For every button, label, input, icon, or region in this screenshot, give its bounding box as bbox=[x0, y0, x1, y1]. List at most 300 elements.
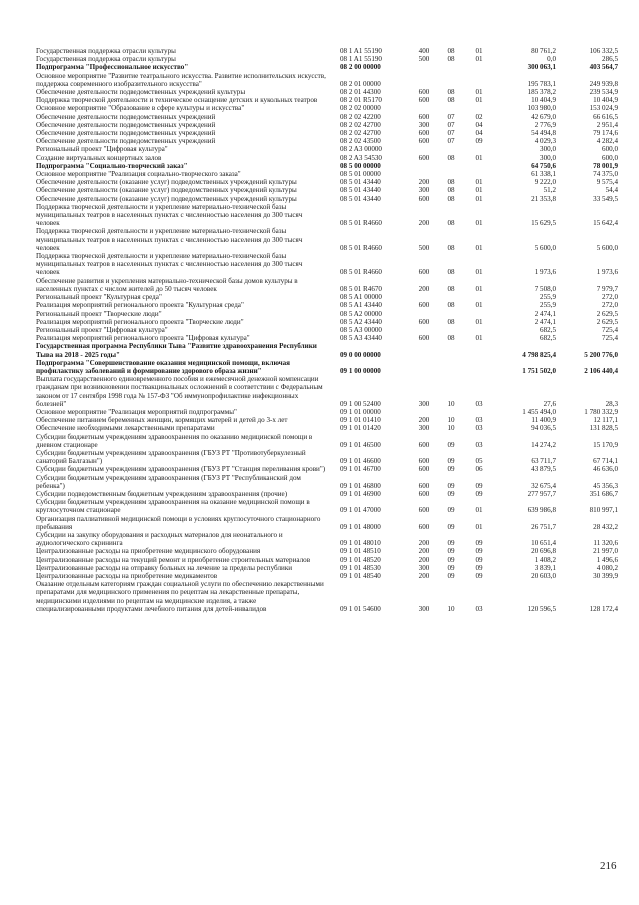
row-value-year2: 725,4 bbox=[602, 325, 618, 334]
table-row bbox=[36, 490, 618, 498]
row-name: Оказание отдельным категориям граждан социальной услуги по обеспечению лекарственными препаратами для медицинского применения по рецептам на лекарственные препараты, медицинскими изделиями по рецептам на медицинские изделия, а также специализированными продуктами лечебного питания для детей-инвалидов bbox=[36, 580, 324, 613]
row-name: Поддержка творческой деятельности и укрепление материально-технической базы муниципальных театров в населенных пунктах с численностью населения до 300 тысяч человек bbox=[36, 227, 303, 252]
row-name: Региональный проект "Цифровая культура" bbox=[36, 145, 168, 154]
row-subsection: 09 bbox=[475, 563, 483, 572]
row-value-year1: 61 338,1 bbox=[531, 170, 556, 179]
row-section: 08 bbox=[447, 268, 455, 277]
row-section: 08 bbox=[447, 219, 455, 228]
row-code: 09 1 01 48520 bbox=[340, 555, 381, 564]
table-row bbox=[36, 252, 618, 277]
row-value-year1: 195 783,1 bbox=[527, 79, 556, 88]
row-value-year1: 255,9 bbox=[540, 301, 556, 310]
row-value-year1: 27,6 bbox=[543, 399, 556, 408]
row-section: 08 bbox=[447, 317, 455, 326]
table-row bbox=[36, 55, 618, 63]
row-value-year1: 4 029,3 bbox=[534, 137, 556, 146]
row-section bbox=[438, 359, 464, 375]
row-value-year2: 131 828,5 bbox=[589, 424, 618, 433]
row-name: Централизованные расходы на приобретение медицинского оборудования bbox=[36, 547, 261, 556]
table-row bbox=[36, 465, 618, 473]
row-value-year2: 2 106 440,4 bbox=[584, 366, 618, 375]
row-expense-type bbox=[410, 170, 438, 178]
table-row bbox=[36, 186, 618, 194]
row-name: Централизованные расходы на текущий ремонт и приобретение строительных материалов bbox=[36, 555, 311, 564]
row-value-year2: 9 575,4 bbox=[596, 178, 618, 187]
row-name: Поддержка творческой деятельности и техническое оснащение детских и кукольных театров bbox=[36, 96, 318, 105]
row-code: 09 1 01 48540 bbox=[340, 572, 381, 580]
table-row bbox=[36, 129, 618, 137]
row-subsection: 01 bbox=[475, 55, 483, 64]
row-code: 08 2 02 00000 bbox=[340, 104, 381, 113]
row-name: Обеспечение необходимыми лекарственными препаратами bbox=[36, 424, 215, 433]
table-row bbox=[36, 88, 618, 96]
row-value-year1: 300,0 bbox=[540, 145, 556, 154]
table-row bbox=[36, 310, 618, 318]
row-expense-type: 200 bbox=[418, 284, 430, 293]
table-row bbox=[36, 515, 618, 531]
row-expense-type: 300 bbox=[418, 399, 430, 408]
row-section: 07 bbox=[447, 112, 455, 121]
table-row bbox=[36, 326, 618, 334]
row-name: Субсидии на закупку оборудования и расходных материалов для неонатального и аудиологического скрининга bbox=[36, 530, 283, 548]
row-value-year1: 7 508,0 bbox=[534, 284, 556, 293]
row-section bbox=[438, 293, 464, 301]
row-section: 10 bbox=[447, 424, 455, 433]
row-name: Организация паллиативной медицинской помощи в условиях круглосуточного стационарного пребывания bbox=[36, 514, 321, 531]
row-subsection bbox=[464, 145, 494, 153]
table-row bbox=[36, 580, 618, 613]
row-value-year1: 120 596,5 bbox=[527, 604, 556, 613]
row-section bbox=[438, 104, 464, 112]
row-name: Реализация мероприятий регионального проекта "Культурная среда" bbox=[36, 301, 244, 310]
row-name: Основное мероприятие "Реализация социально-творческого заказа" bbox=[36, 170, 241, 179]
row-subsection: 03 bbox=[475, 399, 483, 408]
row-expense-type: 300 bbox=[418, 563, 430, 572]
table-row bbox=[36, 137, 618, 145]
row-section: 08 bbox=[447, 186, 455, 195]
row-section: 08 bbox=[447, 88, 455, 97]
row-value-year2: 54,4 bbox=[605, 186, 618, 195]
row-value-year2: 239 534,9 bbox=[589, 88, 618, 97]
table-row bbox=[36, 474, 618, 490]
row-value-year1: 64 750,6 bbox=[531, 161, 556, 170]
row-expense-type bbox=[410, 293, 438, 301]
row-name: Основное мероприятие "Реализация мероприятий подпрограммы" bbox=[36, 407, 237, 416]
row-section bbox=[438, 162, 464, 170]
row-code: 09 1 01 46700 bbox=[340, 465, 381, 474]
row-expense-type: 600 bbox=[418, 317, 430, 326]
row-value-year2: 15 170,9 bbox=[593, 440, 618, 449]
row-value-year2: 600,0 bbox=[602, 153, 618, 162]
row-value-year2: 725,4 bbox=[602, 334, 618, 343]
row-value-year1: 255,9 bbox=[540, 293, 556, 302]
row-section: 09 bbox=[447, 547, 455, 556]
row-subsection bbox=[464, 310, 494, 318]
budget-table-body bbox=[36, 47, 618, 613]
row-value-year1: 51,2 bbox=[543, 186, 556, 195]
row-expense-type: 600 bbox=[418, 506, 430, 515]
row-name: Подпрограмма "Профессиональное искусство" bbox=[36, 63, 189, 72]
row-code: 09 1 01 00000 bbox=[340, 407, 381, 416]
row-value-year1: 43 879,5 bbox=[531, 465, 556, 474]
row-value-year1: 277 957,7 bbox=[527, 489, 556, 498]
row-value-year2: 7 979,7 bbox=[596, 284, 618, 293]
row-code: 08 5 01 R4660 bbox=[340, 268, 382, 277]
row-value-year2: 249 939,8 bbox=[589, 79, 618, 88]
row-subsection: 01 bbox=[475, 88, 483, 97]
row-name: Централизованные расходы на отправку больных на лечение за пределы республики bbox=[36, 563, 293, 572]
row-section: 09 bbox=[447, 489, 455, 498]
row-value-year2: 810 997,1 bbox=[589, 506, 618, 515]
row-code: 08 5 A2 00000 bbox=[340, 309, 382, 318]
row-value-year2: 46 636,0 bbox=[593, 465, 618, 474]
row-expense-type bbox=[410, 310, 438, 318]
row-section: 09 bbox=[447, 572, 455, 580]
row-subsection bbox=[464, 72, 494, 88]
row-code: 08 2 02 43500 bbox=[340, 137, 381, 146]
table-row bbox=[36, 162, 618, 170]
row-name: Обеспечение питанием беременных женщин, кормящих матерей и детей до 3-х лет bbox=[36, 416, 288, 425]
table-row bbox=[36, 113, 618, 121]
row-value-year1: 26 751,7 bbox=[531, 522, 556, 531]
row-name: Поддержка творческой деятельности и укрепление материально-технической базы муниципальных театров в населенных пунктах с численностью населения до 300 тысяч человек bbox=[36, 202, 303, 228]
row-subsection: 01 bbox=[475, 301, 483, 310]
row-code: 08 2 02 42700 bbox=[340, 129, 381, 138]
row-expense-type: 500 bbox=[418, 243, 430, 252]
table-row bbox=[36, 408, 618, 416]
table-row bbox=[36, 195, 618, 203]
row-value-year1: 20 696,8 bbox=[531, 547, 556, 556]
row-name: Региональный проект "Культурная среда" bbox=[36, 293, 162, 302]
row-value-year2: 106 332,5 bbox=[589, 47, 618, 55]
table-row bbox=[36, 301, 618, 309]
row-expense-type: 200 bbox=[418, 547, 430, 556]
row-expense-type: 600 bbox=[418, 334, 430, 343]
row-code: 08 2 01 00000 bbox=[340, 79, 381, 88]
row-name: Обеспечение деятельности подведомственных учреждений bbox=[36, 120, 216, 129]
row-expense-type: 600 bbox=[418, 301, 430, 310]
row-section: 08 bbox=[447, 96, 455, 105]
row-name: Субсидии бюджетным учреждениям здравоохранения по оказанию медицинской помощи в дневном стационаре bbox=[36, 432, 313, 449]
row-subsection bbox=[464, 63, 494, 71]
row-value-year2: 79 174,6 bbox=[593, 129, 618, 138]
row-code: 08 5 A3 43440 bbox=[340, 334, 382, 343]
row-expense-type bbox=[410, 342, 438, 358]
row-subsection: 03 bbox=[475, 416, 483, 425]
row-code: 08 2 A3 00000 bbox=[340, 145, 382, 154]
row-code: 08 2 00 00000 bbox=[340, 63, 381, 72]
table-row bbox=[36, 72, 618, 88]
row-code: 09 1 01 46600 bbox=[340, 457, 381, 466]
row-code: 08 5 01 43440 bbox=[340, 194, 381, 203]
table-row bbox=[36, 498, 618, 514]
table-row bbox=[36, 154, 618, 162]
row-name: Создание виртуальных концертных залов bbox=[36, 153, 162, 162]
row-value-year1: 2 474,1 bbox=[534, 309, 556, 318]
row-code: 08 2 01 R5170 bbox=[340, 96, 382, 105]
row-value-year1: 32 675,4 bbox=[531, 481, 556, 490]
row-expense-type bbox=[410, 72, 438, 88]
row-code: 09 1 00 00000 bbox=[340, 366, 381, 375]
row-subsection: 03 bbox=[475, 604, 483, 613]
row-value-year1: 10 651,4 bbox=[531, 539, 556, 548]
row-code: 09 1 01 01410 bbox=[340, 416, 381, 425]
row-value-year2: 128 172,4 bbox=[589, 604, 618, 613]
row-expense-type: 600 bbox=[418, 137, 430, 146]
row-subsection: 02 bbox=[475, 112, 483, 121]
row-expense-type: 600 bbox=[418, 153, 430, 162]
row-name: Государственная поддержка отрасли культуры bbox=[36, 55, 176, 64]
row-subsection bbox=[464, 359, 494, 375]
row-value-year2: 67 714,1 bbox=[593, 457, 618, 466]
row-section: 08 bbox=[447, 55, 455, 64]
row-subsection: 01 bbox=[475, 194, 483, 203]
row-value-year1: 0,0 bbox=[547, 55, 556, 64]
row-subsection: 06 bbox=[475, 465, 483, 474]
page-number: 216 bbox=[600, 860, 617, 872]
row-code: 08 5 00 00000 bbox=[340, 161, 381, 170]
row-section: 09 bbox=[447, 481, 455, 490]
row-code: 09 1 01 46500 bbox=[340, 440, 381, 449]
row-name: Обеспечение деятельности (оказание услуг) подведомственных учреждений культуры bbox=[36, 194, 297, 203]
table-row bbox=[36, 449, 618, 465]
table-row bbox=[36, 96, 618, 104]
row-expense-type: 300 bbox=[418, 424, 430, 433]
row-section bbox=[438, 170, 464, 178]
row-expense-type: 200 bbox=[418, 555, 430, 564]
row-expense-type: 600 bbox=[418, 88, 430, 97]
row-code: 09 1 01 46900 bbox=[340, 489, 381, 498]
row-value-year2: 11 320,6 bbox=[593, 539, 618, 548]
row-value-year2: 600,0 bbox=[602, 145, 618, 154]
row-subsection bbox=[464, 170, 494, 178]
row-section: 09 bbox=[447, 563, 455, 572]
row-section: 07 bbox=[447, 129, 455, 138]
table-row bbox=[36, 318, 618, 326]
row-expense-type: 200 bbox=[418, 572, 430, 580]
row-name: Обеспечение деятельности (оказание услуг) подведомственных учреждений культуры bbox=[36, 178, 297, 187]
table-row bbox=[36, 342, 618, 358]
row-code: 08 5 01 00000 bbox=[340, 170, 381, 179]
row-expense-type: 200 bbox=[418, 416, 430, 425]
row-name: Субсидии бюджетным учреждениям здравоохранения на оказание медицинской помощи в круглосуточном стационаре bbox=[36, 498, 310, 515]
row-value-year2: 21 997,0 bbox=[593, 547, 618, 556]
row-subsection: 09 bbox=[475, 539, 483, 548]
table-row bbox=[36, 227, 618, 252]
row-value-year2: 28,3 bbox=[605, 399, 618, 408]
row-expense-type bbox=[410, 359, 438, 375]
budget-table bbox=[36, 47, 618, 613]
row-subsection: 09 bbox=[475, 572, 483, 580]
row-code: 09 1 01 48000 bbox=[340, 522, 381, 531]
row-expense-type: 200 bbox=[418, 539, 430, 548]
row-section: 09 bbox=[447, 522, 455, 531]
row-value-year2: 403 564,7 bbox=[589, 63, 618, 72]
row-code: 08 5 A2 43440 bbox=[340, 317, 382, 326]
row-subsection bbox=[464, 293, 494, 301]
row-value-year1: 639 986,8 bbox=[527, 506, 556, 515]
row-section bbox=[438, 145, 464, 153]
row-value-year2: 2 951,4 bbox=[596, 120, 618, 129]
row-subsection: 01 bbox=[475, 178, 483, 187]
row-value-year1: 5 600,0 bbox=[534, 243, 556, 252]
row-section: 08 bbox=[447, 334, 455, 343]
row-section: 09 bbox=[447, 506, 455, 515]
row-subsection: 09 bbox=[475, 137, 483, 146]
row-subsection: 03 bbox=[475, 440, 483, 449]
row-name: Субсидии бюджетным учреждениям здравоохранения (ГБУЗ РТ "Республиканский дом ребенка") bbox=[36, 473, 301, 490]
row-value-year2: 66 616,5 bbox=[593, 112, 618, 121]
row-value-year2: 1 973,6 bbox=[596, 268, 618, 277]
row-code: 08 5 A1 43440 bbox=[340, 301, 382, 310]
row-section bbox=[438, 342, 464, 358]
row-expense-type: 300 bbox=[418, 120, 430, 129]
table-row bbox=[36, 433, 618, 449]
row-value-year2: 74 375,0 bbox=[593, 170, 618, 179]
row-expense-type bbox=[410, 408, 438, 416]
row-value-year1: 54 494,8 bbox=[531, 129, 556, 138]
table-row bbox=[36, 104, 618, 112]
table-row bbox=[36, 277, 618, 293]
row-value-year1: 15 629,5 bbox=[531, 219, 556, 228]
row-name: Основное мероприятие "Образование в сфере культуры и искусства" bbox=[36, 104, 245, 113]
row-expense-type bbox=[410, 104, 438, 112]
row-code: 08 1 A1 55190 bbox=[340, 55, 382, 64]
row-section: 08 bbox=[447, 301, 455, 310]
table-row bbox=[36, 556, 618, 564]
row-code: 08 5 01 R4660 bbox=[340, 219, 382, 228]
row-subsection: 01 bbox=[475, 243, 483, 252]
table-row bbox=[36, 334, 618, 342]
row-value-year1: 682,5 bbox=[540, 325, 556, 334]
row-value-year1: 80 761,2 bbox=[531, 47, 556, 55]
row-name: Региональный проект "Цифровая культура" bbox=[36, 325, 168, 334]
row-value-year2: 45 356,3 bbox=[593, 481, 618, 490]
table-row bbox=[36, 170, 618, 178]
row-expense-type: 400 bbox=[418, 47, 430, 55]
row-section bbox=[438, 72, 464, 88]
row-section: 08 bbox=[447, 178, 455, 187]
row-name: Подпрограмма "Совершенствование оказания медицинской помощи, включая профилактику заболеваний и формирование здорового образа жизни" bbox=[36, 358, 290, 375]
row-section: 10 bbox=[447, 399, 455, 408]
row-subsection: 09 bbox=[475, 547, 483, 556]
row-section: 07 bbox=[447, 137, 455, 146]
row-name: Реализация мероприятий регионального проекта "Творческие люди" bbox=[36, 317, 244, 326]
row-code: 09 1 00 52400 bbox=[340, 399, 381, 408]
row-subsection bbox=[464, 408, 494, 416]
row-value-year1: 94 036,5 bbox=[531, 424, 556, 433]
row-code: 08 5 A3 00000 bbox=[340, 325, 382, 334]
row-value-year1: 2 474,1 bbox=[534, 317, 556, 326]
row-value-year1: 1 408,2 bbox=[534, 555, 556, 564]
row-expense-type bbox=[410, 326, 438, 334]
row-value-year2: 5 200 776,0 bbox=[584, 350, 618, 359]
row-subsection: 01 bbox=[475, 47, 483, 55]
row-value-year1: 10 404,9 bbox=[531, 96, 556, 105]
row-value-year2: 33 549,5 bbox=[593, 194, 618, 203]
row-name: Выплата государственного единовременного пособия и ежемесячной денежной компенсации гражданам при возникновении поствакцинальных осложнений в соответствии с Федеральным законом от 17 сентября 1998 года № 157-ФЗ "Об иммунопрофилактике инфекционных болезней" bbox=[36, 375, 323, 408]
row-code: 09 0 00 00000 bbox=[340, 350, 381, 359]
row-value-year2: 10 404,9 bbox=[593, 96, 618, 105]
table-row bbox=[36, 121, 618, 129]
row-value-year2: 286,5 bbox=[602, 55, 618, 64]
row-subsection: 09 bbox=[475, 555, 483, 564]
row-expense-type: 300 bbox=[418, 604, 430, 613]
row-expense-type: 600 bbox=[418, 465, 430, 474]
row-value-year1: 3 839,1 bbox=[534, 563, 556, 572]
row-value-year2: 2 629,5 bbox=[596, 317, 618, 326]
row-name: Субсидии подведомственным бюджетным учреждениям здравоохранения (прочие) bbox=[36, 489, 288, 498]
row-section: 09 bbox=[447, 440, 455, 449]
row-subsection: 01 bbox=[475, 284, 483, 293]
row-subsection: 01 bbox=[475, 317, 483, 326]
row-section: 08 bbox=[447, 243, 455, 252]
row-name: Обеспечение деятельности подведомственных учреждений bbox=[36, 137, 216, 146]
row-section: 09 bbox=[447, 457, 455, 466]
row-value-year1: 20 603,0 bbox=[531, 572, 556, 580]
row-name: Субсидии бюджетным учреждениям здравоохранения (ГБУЗ РТ "Станция переливания крови") bbox=[36, 465, 326, 474]
row-section: 07 bbox=[447, 120, 455, 129]
row-expense-type: 200 bbox=[418, 219, 430, 228]
row-subsection bbox=[464, 326, 494, 334]
row-expense-type: 600 bbox=[418, 522, 430, 531]
row-subsection: 01 bbox=[475, 522, 483, 531]
row-expense-type: 600 bbox=[418, 194, 430, 203]
table-row bbox=[36, 359, 618, 375]
row-value-year1: 1 973,6 bbox=[534, 268, 556, 277]
table-row bbox=[36, 572, 618, 580]
row-expense-type: 600 bbox=[418, 489, 430, 498]
row-code: 08 5 01 R4660 bbox=[340, 243, 382, 252]
row-value-year2: 1 496,6 bbox=[596, 555, 618, 564]
row-subsection: 01 bbox=[475, 219, 483, 228]
row-code: 08 2 02 42200 bbox=[340, 112, 381, 121]
row-value-year1: 300,0 bbox=[540, 153, 556, 162]
row-subsection: 01 bbox=[475, 506, 483, 515]
row-name: Субсидии бюджетным учреждениям здравоохранения (ГБУЗ РТ "Противотуберкулезный санаторий Балгазын") bbox=[36, 448, 306, 466]
row-subsection: 04 bbox=[475, 129, 483, 138]
row-value-year2: 15 642,4 bbox=[593, 219, 618, 228]
row-section: 10 bbox=[447, 604, 455, 613]
table-row bbox=[36, 47, 618, 55]
row-value-year2: 30 399,9 bbox=[593, 572, 618, 580]
row-value-year1: 14 274,2 bbox=[531, 440, 556, 449]
row-expense-type: 200 bbox=[418, 178, 430, 187]
row-value-year2: 4 080,2 bbox=[596, 563, 618, 572]
row-expense-type: 600 bbox=[418, 96, 430, 105]
row-name: Реализация мероприятий регионального проекта "Цифровая культура" bbox=[36, 334, 250, 343]
table-row bbox=[36, 178, 618, 186]
row-name: Государственная программа Республики Тыва "Развитие здравоохранения Республики Тыва на 2018 - 2025 годы" bbox=[36, 342, 317, 359]
row-subsection bbox=[464, 342, 494, 358]
row-value-year1: 1 751 502,0 bbox=[522, 366, 556, 375]
row-section: 09 bbox=[447, 465, 455, 474]
row-subsection bbox=[464, 162, 494, 170]
row-section: 08 bbox=[447, 153, 455, 162]
row-name: Централизованные расходы на приобретение медикаментов bbox=[36, 572, 218, 580]
table-row bbox=[36, 531, 618, 547]
row-value-year1: 42 679,0 bbox=[531, 112, 556, 121]
row-name: Основное мероприятие "Развитие театрального искусства. Развитие исполнительских искусств, поддержка современного изобразительного искусства" bbox=[36, 71, 326, 88]
row-expense-type: 300 bbox=[418, 186, 430, 195]
table-row bbox=[36, 564, 618, 572]
row-section bbox=[438, 326, 464, 334]
row-expense-type: 600 bbox=[418, 481, 430, 490]
row-expense-type: 600 bbox=[418, 457, 430, 466]
row-expense-type: 600 bbox=[418, 129, 430, 138]
row-value-year2: 4 282,4 bbox=[596, 137, 618, 146]
row-value-year1: 300 063,1 bbox=[527, 63, 556, 72]
